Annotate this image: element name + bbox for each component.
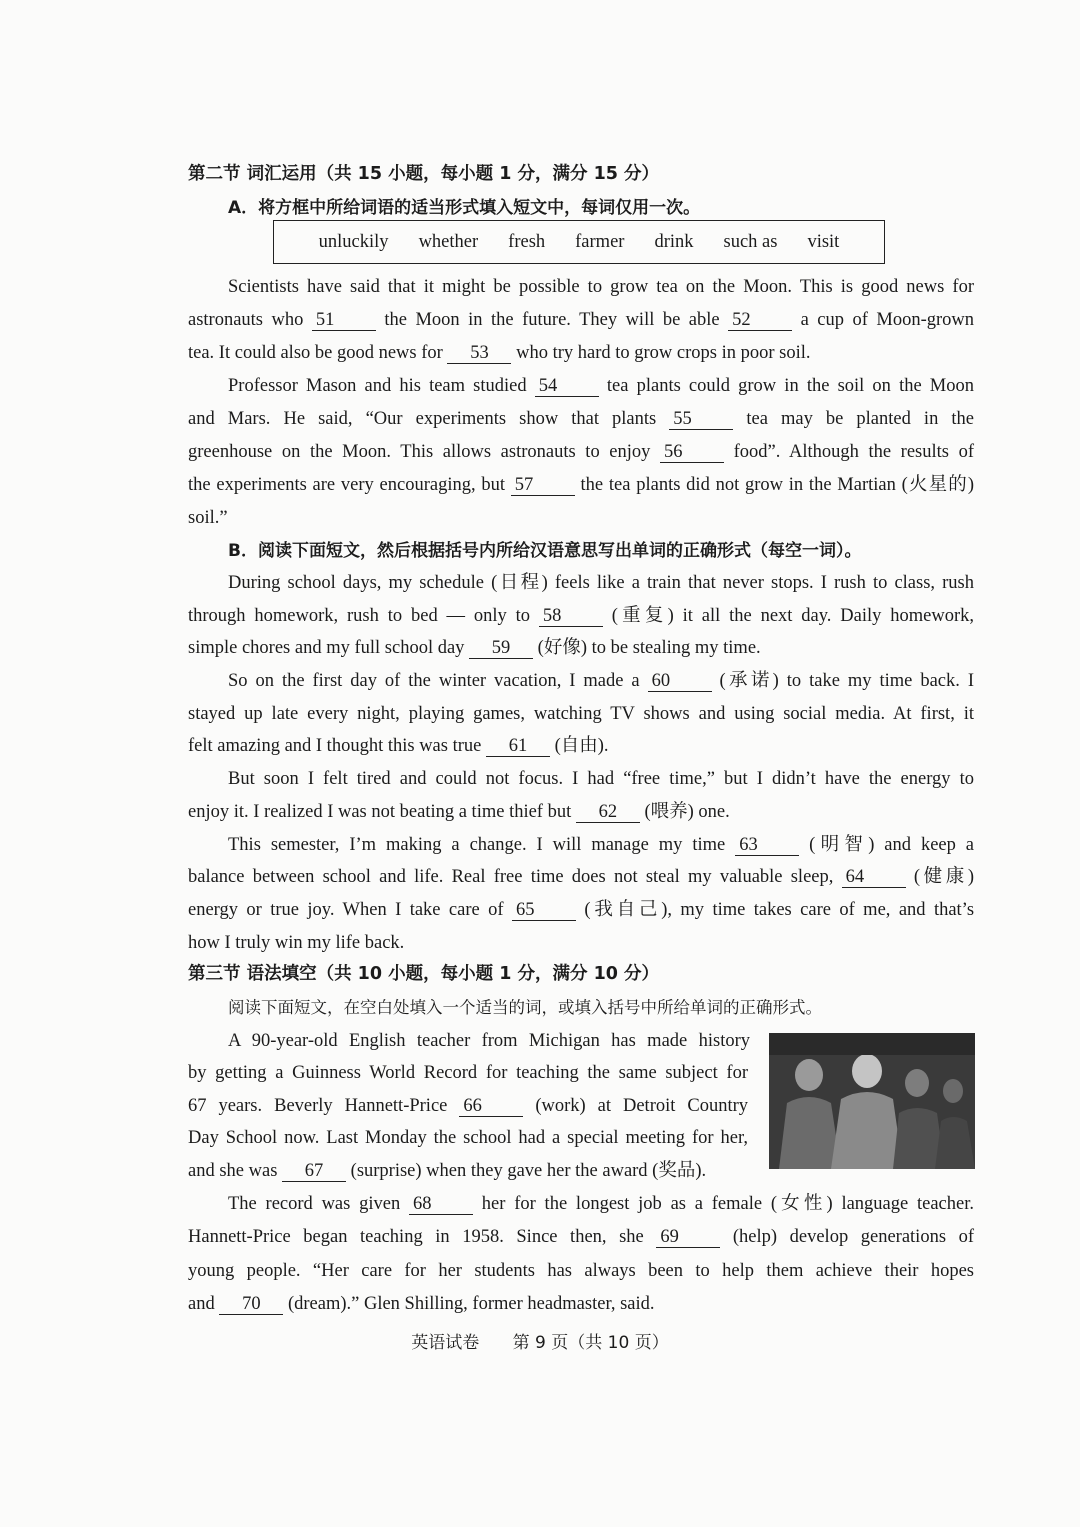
passage-line: astronauts who 51 the Moon in the future. They will be able 52 a cup of Moon-grown bbox=[188, 310, 975, 330]
footer-page-number: 第 9 页（共 10 页） bbox=[512, 1333, 669, 1353]
passage-line: and Mars. He said, “Our experiments show that plants 55 tea may be planted in the bbox=[188, 409, 974, 429]
partB-instruction: B．阅读下面短文，然后根据括号内所给汉语意思写出单词的正确形式（每空一词）。 bbox=[228, 541, 862, 561]
passage-line: young people. “Her care for her students has always been to help them achieve their hopes bbox=[188, 1261, 974, 1281]
word-option: whether bbox=[418, 231, 479, 252]
passage-line: But soon I felt tired and could not focus. I had “free time,” but I didn’t have the energy to bbox=[228, 769, 974, 789]
answer-blank[interactable]: 61 bbox=[486, 736, 550, 757]
passage-line: During school days, my schedule (日程) feels like a train that never stops. I rush to class, rush bbox=[228, 573, 974, 593]
answer-blank[interactable]: 55 bbox=[669, 409, 733, 430]
answer-blank[interactable]: 58 bbox=[539, 606, 603, 627]
word-option: visit bbox=[807, 231, 840, 252]
answer-blank[interactable]: 66 bbox=[459, 1096, 523, 1117]
word-option: farmer bbox=[575, 231, 625, 252]
answer-blank[interactable]: 64 bbox=[842, 867, 906, 888]
passage-line: how I truly win my life back. bbox=[188, 933, 405, 953]
passage-line: by getting a Guinness World Record for teaching the same subject for bbox=[188, 1063, 748, 1083]
word-box bbox=[273, 220, 885, 264]
answer-blank[interactable]: 63 bbox=[735, 835, 799, 856]
passage-line: The record was given 68 her for the longest job as a female (女性) language teacher. bbox=[228, 1194, 974, 1214]
partA-instruction: A．将方框中所给词语的适当形式填入短文中，每词仅用一次。 bbox=[228, 198, 701, 218]
passage-line: energy or true joy. When I take care of 65 (我自己), my time takes care of me, and that’s bbox=[188, 900, 975, 920]
word-option: unluckily bbox=[318, 231, 389, 252]
answer-blank[interactable]: 68 bbox=[409, 1194, 473, 1215]
passage-line: stayed up late every night, playing games, watching TV shows and using social media. At first, it bbox=[188, 704, 974, 724]
passage-line: 67 years. Beverly Hannett-Price 66 (work) at Detroit Country bbox=[188, 1096, 748, 1116]
teacher-photo bbox=[769, 1033, 975, 1169]
passage-line: greenhouse on the Moon. This allows astronauts to enjoy 56 food”. Although the results of bbox=[188, 442, 974, 462]
passage-line: and she was 67 (surprise) when they gave her the award (奖品). bbox=[188, 1161, 707, 1181]
answer-blank[interactable]: 54 bbox=[535, 376, 599, 397]
passage-line: Scientists have said that it might be possible to grow tea on the Moon. This is good news for bbox=[228, 277, 974, 297]
answer-blank[interactable]: 62 bbox=[576, 802, 640, 823]
passage-line: Professor Mason and his team studied 54 tea plants could grow in the soil on the Moon bbox=[228, 376, 974, 396]
page-footer bbox=[0, 1328, 1080, 1353]
answer-blank[interactable]: 59 bbox=[469, 638, 533, 659]
passage-line: soil.” bbox=[188, 508, 228, 528]
passage-line: felt amazing and I thought this was true 61 (自由). bbox=[188, 736, 609, 756]
answer-blank[interactable]: 69 bbox=[656, 1227, 720, 1248]
answer-blank[interactable]: 52 bbox=[728, 310, 792, 331]
passage-line: A 90-year-old English teacher from Michigan has made history bbox=[228, 1031, 750, 1051]
answer-blank[interactable]: 57 bbox=[511, 475, 575, 496]
photo-figures-icon bbox=[769, 1033, 975, 1169]
passage-line: balance between school and life. Real free time does not steal my valuable sleep, 64 (健康) bbox=[188, 867, 974, 887]
section3-instruction: 阅读下面短文，在空白处填入一个适当的词，或填入括号中所给单词的正确形式。 bbox=[228, 998, 822, 1017]
word-option: fresh bbox=[508, 231, 546, 252]
section3-heading: 第三节 语法填空（共 10 小题，每小题 1 分，满分 10 分） bbox=[188, 964, 660, 984]
section2-heading: 第二节 词汇运用（共 15 小题，每小题 1 分，满分 15 分） bbox=[188, 164, 660, 184]
answer-blank[interactable]: 51 bbox=[312, 310, 376, 331]
answer-blank[interactable]: 53 bbox=[447, 343, 511, 364]
passage-line: Day School now. Last Monday the school had a special meeting for her, bbox=[188, 1128, 748, 1148]
passage-line: simple chores and my full school day 59 (好像) to be stealing my time. bbox=[188, 638, 761, 658]
answer-blank[interactable]: 56 bbox=[660, 442, 724, 463]
passage-line: and 70 (dream).” Glen Shilling, former headmaster, said. bbox=[188, 1294, 655, 1314]
passage-line: through homework, rush to bed — only to 58 (重复) it all the next day. Daily homework, bbox=[188, 606, 974, 626]
answer-blank[interactable]: 65 bbox=[512, 900, 576, 921]
word-option: drink bbox=[654, 231, 694, 252]
passage-line: enjoy it. I realized I was not beating a time thief but 62 (喂养) one. bbox=[188, 802, 730, 822]
passage-line: So on the first day of the winter vacation, I made a 60 (承诺) to take my time back. I bbox=[228, 671, 974, 691]
footer-subject: 英语试卷 bbox=[411, 1333, 480, 1353]
passage-line: the experiments are very encouraging, but 57 the tea plants did not grow in the Martian (火星的) bbox=[188, 475, 975, 495]
passage-line: tea. It could also be good news for 53 who try hard to grow crops in poor soil. bbox=[188, 343, 811, 363]
answer-blank[interactable]: 67 bbox=[282, 1161, 346, 1182]
passage-line: This semester, I’m making a change. I will manage my time 63 (明智) and keep a bbox=[228, 835, 975, 855]
passage-line: Hannett-Price began teaching in 1958. Since then, she 69 (help) develop generations of bbox=[188, 1227, 974, 1247]
word-option: such as bbox=[723, 231, 778, 252]
answer-blank[interactable]: 70 bbox=[219, 1294, 283, 1315]
answer-blank[interactable]: 60 bbox=[648, 671, 712, 692]
